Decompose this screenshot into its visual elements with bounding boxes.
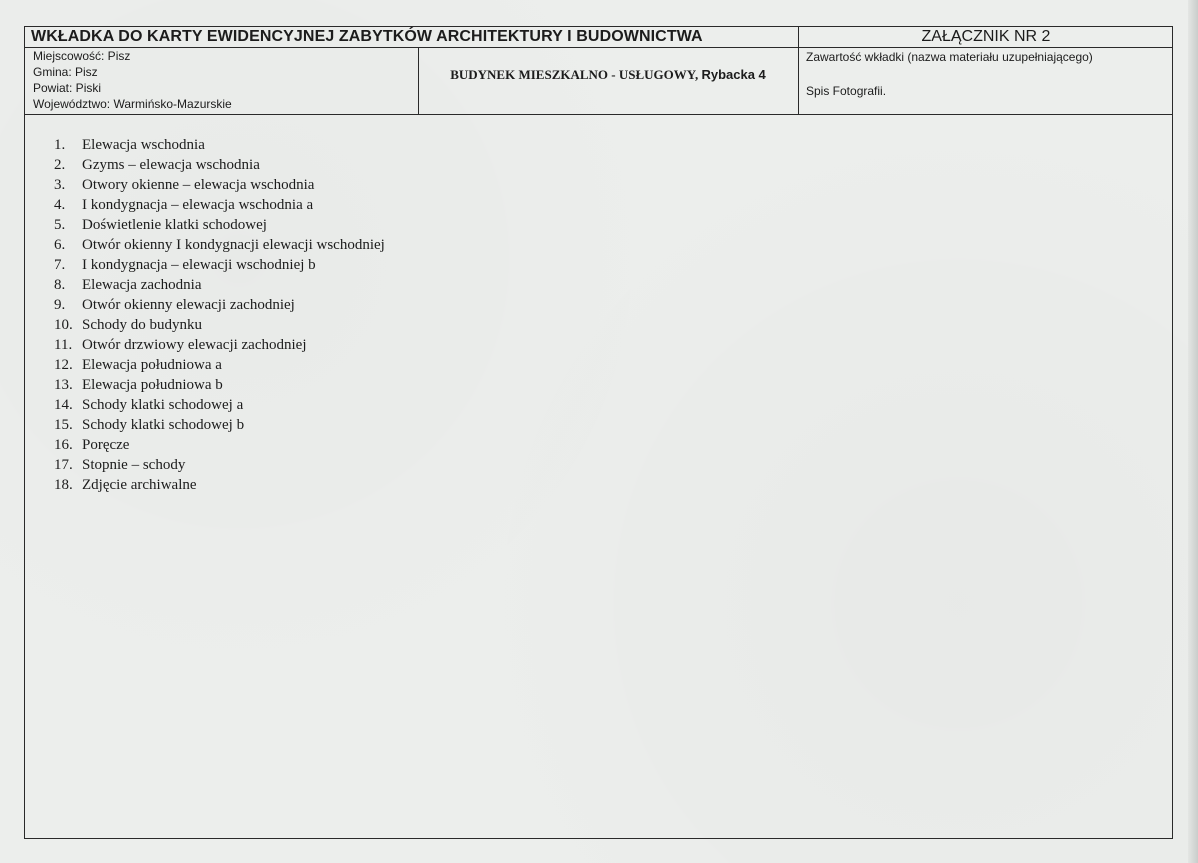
insert-content-value: Spis Fotografii. <box>806 84 887 98</box>
county-field: Powiat: Piski <box>33 81 102 95</box>
list-item: 17. Stopnie – schody <box>54 457 186 473</box>
annex-label: ZAŁĄCZNIK NR 2 <box>921 28 1051 45</box>
list-item: 6. Otwór okienny I kondygnacji elewacji wschodniej <box>54 237 385 253</box>
list-item: 11. Otwór drzwiowy elewacji zachodniej <box>54 337 307 353</box>
list-item: 1. Elewacja wschodnia <box>54 137 205 153</box>
voivodeship-field: Województwo: Warmińsko-Mazurskie <box>33 97 232 111</box>
paper-edge <box>1188 0 1198 863</box>
list-item: 5. Doświetlenie klatki schodowej <box>54 217 267 233</box>
list-item: 4. I kondygnacja – elewacja wschodnia a <box>54 197 314 213</box>
list-item: 13. Elewacja południowa b <box>54 377 223 393</box>
list-item: 3. Otwory okienne – elewacja wschodnia <box>54 177 315 193</box>
list-item: 15. Schody klatki schodowej b <box>54 417 245 433</box>
commune-field: Gmina: Pisz <box>33 65 98 79</box>
list-item: 16. Poręcze <box>54 437 130 453</box>
column-divider-right <box>798 26 799 114</box>
insert-content-label: Zawartość wkładki (nazwa materiału uzupełniającego) <box>806 50 1093 64</box>
list-item: 7. I kondygnacja – elewacji wschodniej b <box>54 257 316 273</box>
list-item: 2. Gzyms – elewacja wschodnia <box>54 157 260 173</box>
list-item: 8. Elewacja zachodnia <box>54 277 202 293</box>
building-address: Rybacka 4 <box>701 67 766 82</box>
list-item: 9. Otwór okienny elewacji zachodniej <box>54 297 295 313</box>
photo-list <box>54 135 385 495</box>
form-title: WKŁADKA DO KARTY EWIDENCYJNEJ ZABYTKÓW ARCHITEKTURY I BUDOWNICTWA <box>31 28 703 45</box>
info-divider <box>24 114 1173 115</box>
building-name <box>418 67 798 83</box>
locality-field: Miejscowość: Pisz <box>33 49 131 63</box>
header-divider <box>24 47 1173 48</box>
list-item: 10. Schody do budynku <box>54 317 202 333</box>
list-item: 14. Schody klatki schodowej a <box>54 397 244 413</box>
list-item: 12. Elewacja południowa a <box>54 357 222 373</box>
building-type: BUDYNEK MIESZKALNO - USŁUGOWY, <box>450 67 699 82</box>
list-item: 18. Zdjęcie archiwalne <box>54 477 197 493</box>
